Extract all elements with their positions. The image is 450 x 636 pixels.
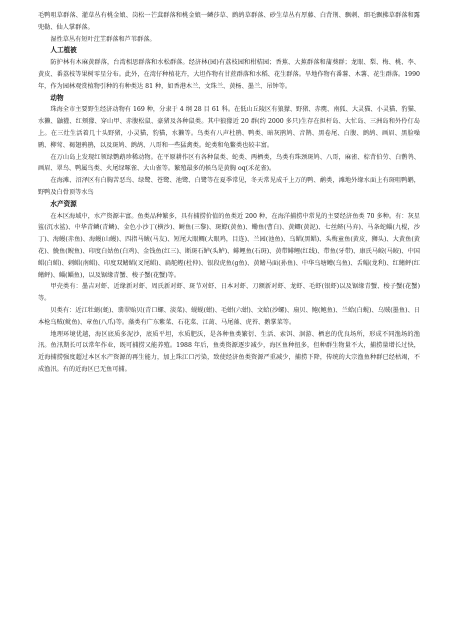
body-paragraph: 甲壳类有：墨吉对虾、近缘新对虾、周氏新对虾、斑节对虾、日本对虾、刀额新对虾、龙虾、毛虾(银虾)以及锯缘青蟹、梭子蟹(花蟹)等。	[38, 283, 420, 303]
body-paragraph: 贝类有：近江牡蛎(蚝)、翡翠贻贝(青口螺、淡菜)、蚬蚬(蚶)、毛蚶(六蚶)、文蛤(沙螺)、扇贝、鲍(鲍鱼)、兰蛤(白蚬)、乌贼(墨鱼)、日本枪乌贼(鱿鱼)、章鱼(八爪)等。藻类有广东紫菜、石花菜、江蓠、马尾藻、虎苔、鹅掌菜等。	[38, 306, 420, 326]
section-heading: 人工植被	[50, 46, 77, 55]
body-paragraph: 地理环境优越，海区底质多泥沙，底质平坦，水质肥沃，是各种鱼类繁衍、生活、索饵、洄游、栖息的优良场所，形成不同渔场的渔汛。鱼汛期长可以常年作业，既可捕捞又能养殖。1988 年后，鱼类资源逐步减少，海区鱼种扭多，但种群生物量不大，捕捞量增长过快，近海捕捞强度超过本区水产资源的再生能力，加上珠江口污染，致使经济鱼类资源严重减少，捕捞下降，传统的大宗渔鱼种群已经枯竭，不成渔汛。有的近海区已无鱼可捕。	[38, 330, 420, 373]
body-paragraph: 珠海全市主要野生经济动物有 169 种，分隶于 4 纲 28 目 61 科。在低山丘陵区有狼獴、野猪、赤麂、南狐、大灵猫、小灵猫、豹猫、水獭、鼬獾、红颊獴、穿山甲、赤腹松鼠、豪猪及各种鼠类。其中狼獴近 20 群(约 2000 多只)生存在担杆岛、大忙岛、三洲岛和外伶仃岛上。在三灶生活着几十头野猪，小灵猫，豹猫，水獭等。鸟类有八声杜鹃、鸭类、暗灰鹃鸠、音鹊、黑卷尾、白腹、鹧鸪、画眉、黑脸噪鹛、柳莺、褐翅鸦鹃，以及斑鸠、鹧鸪、八哥和一些猛禽类。蛇类和龟鳖类也较丰富。	[38, 106, 420, 149]
body-paragraph: 防护林有木麻黄群落，台湾相思群落和水松群落。经济林(园)有荔枝园和柑桔园；香蕉、大蕉群落和蒲葵群；龙眼、梨、梅、桃、李、黄皮、番荔枝等果树零星分布。此外，在湾仔种植花卉，大坦作物有甘蔗群落和水稻、花生群落。旱地作物有番薯、木薯、花生群落。1990年，作为园林观赏植物引种的有种类达 81 种，如香港木兰、文珠兰、黄杨、墨兰、吊钟等。	[38, 59, 420, 90]
document-body	[38, 10, 420, 376]
body-paragraph: 湿性草丛有短叶茳芏群落和芦苇群落。	[50, 35, 156, 43]
body-paragraph: 在海滩、沼泽区有白胸苦恶鸟、绿鹭、苍鹭、池鹭、白鹭等在夏季常见，冬天常见成千上万的鸭、鹬类，滩地外缘水面上有斑咀鸭鹕，野鸭及白骨顶等水鸟	[38, 177, 420, 196]
body-paragraph: 在万山岛上发现红领绿鹦鹉珍稀动物。在平原耕作区有各种鼠类、蛇类、两栖类，鸟类有珠颈斑鸠、八哥，麻雀、棕背伯劳、白鹡鸰、画眉、翠鸟、鸭属鸟类、火尾绿啄雀、大山雀等。繁殖最多的候鸟是黄胸 oq(禾花雀)。	[38, 153, 420, 173]
section-heading: 动物	[50, 93, 64, 102]
body-paragraph: 毛鸭咀草群落、灌草丛有桃金娘、岗松一芒萁群落和桃金娘一鳞莎草、鹧鸪草群落、砂生草丛有厚藤、白背荆、飘刺、细毛飘拂草群落和露兜勒、仙人掌群落。	[38, 12, 420, 31]
body-paragraph: 在本区海域中，水产资源丰富。鱼类品种繁多，具有捕捞价值的鱼类近 200 种，在海洋捕捞中常见的主要经济鱼类 70 多种。有：灰星鲨(沉水鲨)、中华青鳞(青鳞)、金色小沙丁(横沙)、鲥鱼(三黎)、斑鰶(黄鱼)、鳓鱼(曹白)、黄鲫(黄泥)、七丝鲚(马弃)、马条蛇鲻(九棍，沙丁)、海鳗(赤鱼)、海鳗(山鳗)、四指马鲅(马友)、短尾大眼鲷(大眼鸡，目连)、兰园(池鱼)、乌鲳(黑鲳)、头梅童鱼(黄皮，狮头)、大黄鱼(黄花)、鮸鱼(鲵鱼)、印度白姑鱼(白鸡)、金钱鱼(红三)、断斑石鲈(头鲈)、鲱鲤鱼(石斑)、黄带鲱鲤(红线)、带鱼(牙带)、康氏马鲛(马鲛)、中国鲳(白鲳)、刺鲳(南鲳)、印度双鳍鲳(叉尾鲳)、扁舵鲣(杜仲)、银段虎鱼(g鱼)、黄鳍马面(孙鱼)、中华乌塘鳢(乌鱼)、舌鳎(龙利)、红鳍鲆(红鳍鲆)、鲻(鲻鱼)，以及锯缘青蟹、梭子蟹(花蟹)等。	[38, 212, 420, 279]
section-heading: 水产资源	[50, 199, 77, 208]
